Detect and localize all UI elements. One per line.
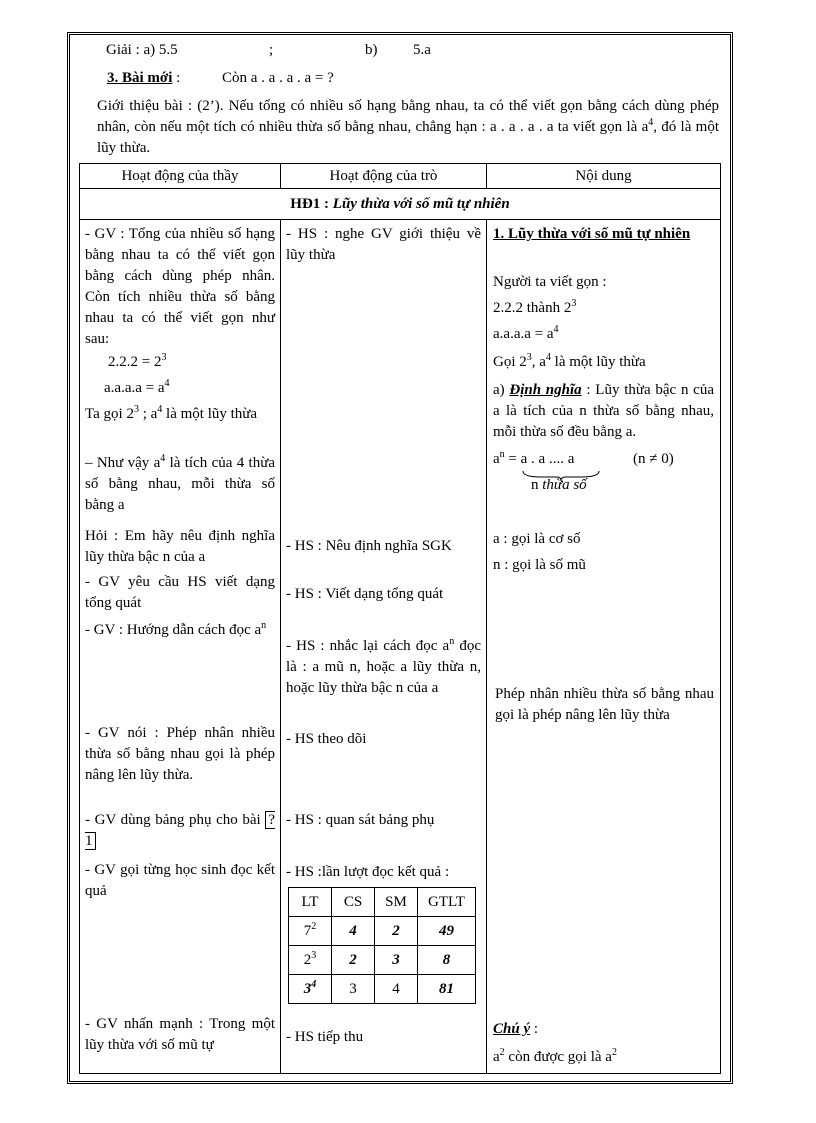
content-base: a : gọi là cơ số (493, 531, 581, 547)
mini-header-cs: CS (332, 888, 375, 917)
section-title: 3. Bài mới (107, 70, 173, 86)
student-s5: - HS theo dõi (286, 731, 367, 747)
teacher-p2: Ta gọi $2^3$ ; $a^4$ là một lũy thừa (85, 404, 258, 422)
mini-cell-gt: 49 (418, 917, 476, 946)
teacher-p8: - GV dùng bảng phụ cho bài ?1 (85, 812, 276, 849)
mini-cell-lt: $7^2$ (289, 917, 332, 946)
student-s2: - HS : Nêu định nghĩa SGK (286, 538, 452, 554)
student-s3: - HS : Viết dạng tổng quát (286, 586, 444, 602)
student-s7: - HS :lần lượt đọc kết quả : (286, 864, 450, 880)
teacher-p1: - GV : Tổng của nhiều số hạng bằng nhau ta có thể viết gọn bằng cách dùng phép nhân. Còn tích nhiều thừa số bằng nhau ta có thể viết gọn như sau: (85, 226, 275, 347)
giai-line (106, 41, 178, 59)
result-table (288, 887, 476, 1004)
mini-header-gtlt: GTLT (418, 888, 476, 917)
mini-cell-cs: 4 (332, 917, 375, 946)
teacher-p6: - GV : Hướng dẫn cách đọc $a^n$ (85, 620, 267, 638)
content-c2: Người ta viết gọn : (493, 274, 607, 290)
mini-cell-gt: 81 (418, 975, 476, 1004)
teacher-p5: - GV yêu cầu HS viết dạng tổng quát (85, 574, 275, 611)
table-row (289, 946, 476, 975)
teacher-p7: - GV nói : Phép nhân nhiều thừa số bằng nhau gọi là phép nâng lên lũy thừa. (85, 725, 275, 783)
exercise-box: ?1 (85, 812, 276, 849)
content-exponent: n : gọi là số mũ (493, 557, 586, 573)
content-formula: $a^n = a$ . a .... a (493, 449, 575, 467)
content-definition: a) Định nghĩa : Lũy thừa bậc n của a là tích của n thừa số bằng nhau, mỗi thừa số đều bằng a. (493, 382, 714, 440)
content-c11: Phép nhân nhiều thừa số bằng nhau gọi là phép nâng lên lũy thừa (495, 686, 714, 723)
table-header-row (80, 164, 721, 189)
mini-cell-cs: 3 (332, 975, 375, 1004)
student-s6: - HS : quan sát bảng phụ (286, 812, 435, 828)
table-row (289, 917, 476, 946)
section-heading (107, 69, 180, 87)
student-s1: - HS : nghe GV giới thiệu về lũy thừa (286, 226, 481, 263)
teacher-formula-2: $a.a.a.a = a^4$ (104, 378, 170, 396)
teacher-p9: - GV gọi từng học sinh đọc kết quả (85, 862, 275, 899)
teacher-p4: Hỏi : Em hãy nêu định nghĩa lũy thừa bậc n của a (85, 528, 275, 565)
mini-cell-sm: 4 (375, 975, 418, 1004)
hd1-title: HĐ1 : Lũy thừa với số mũ tự nhiên (80, 189, 721, 220)
content-note-title: Chú ý : (493, 1021, 539, 1037)
mini-cell-sm: 2 (375, 917, 418, 946)
mini-header-sm: SM (375, 888, 418, 917)
table-row (289, 975, 476, 1004)
header-teacher: Hoạt động của thầy (80, 164, 281, 189)
content-condition: (n ≠ 0) (633, 451, 674, 467)
content-column (487, 220, 721, 1074)
header-content: Nội dung (487, 164, 721, 189)
hd1-row (80, 189, 721, 220)
content-c5: Gọi $2^3$, $a^4$ là một lũy thừa (493, 352, 646, 370)
content-brace-label: n thừa số (531, 477, 587, 493)
header-student: Hoạt động của trò (281, 164, 487, 189)
intro-paragraph: Giới thiệu bài : (2’). Nếu tổng có nhiều số hạng bằng nhau, ta có thể viết gọn bằng cách dùng phép nhân, còn nếu một tích có nhiều thừa số bằng nhau, chẳng hạn : a . a . a . a ta viết gọn là $a^4$, đó là một lũy thừa. (97, 98, 719, 156)
mini-cell-sm: 3 (375, 946, 418, 975)
student-s8: - HS tiếp thu (286, 1029, 364, 1045)
mini-cell-cs: 2 (332, 946, 375, 975)
student-s4: - HS : nhắc lại cách đọc $a^n$ đọc là : a mũ n, hoặc a lũy thừa n, hoặc lũy thừa bậc n của a (286, 636, 481, 696)
giai-a: a) 5.5 (143, 42, 178, 58)
mini-header-lt: LT (289, 888, 332, 917)
teacher-formula-1: $2.2.2 = 2^3$ (108, 352, 167, 370)
content-title: 1. Lũy thừa với số mũ tự nhiên (493, 226, 691, 242)
giai-separator: ; (269, 42, 274, 58)
section-text: Còn a . a . a . a = ? (222, 70, 334, 86)
giai-b-value: 5.a (413, 42, 431, 58)
content-c3: 2.2.2 thành $2^3$ (493, 298, 577, 316)
mini-cell-lt: $2^3$ (289, 946, 332, 975)
teacher-p3: – Như vậy $a^4$ là tích của 4 thừa số bằng nhau, mỗi thừa số bằng a (85, 453, 275, 513)
giai-b: b) (365, 42, 378, 58)
table-row (289, 888, 476, 917)
mini-cell-lt: $3^4$ (289, 975, 332, 1004)
content-note-text: $a^2$ còn được gọi là $a^2$ (493, 1047, 617, 1065)
content-c4: $a.a.a.a = a^4$ (493, 324, 559, 342)
section-colon: : (176, 70, 181, 86)
teacher-column (80, 220, 281, 1074)
mini-cell-gt: 8 (418, 946, 476, 975)
giai-label: Giải : (106, 42, 140, 58)
teacher-p10: - GV nhấn mạnh : Trong một lũy thừa với số mũ tự (85, 1016, 275, 1053)
